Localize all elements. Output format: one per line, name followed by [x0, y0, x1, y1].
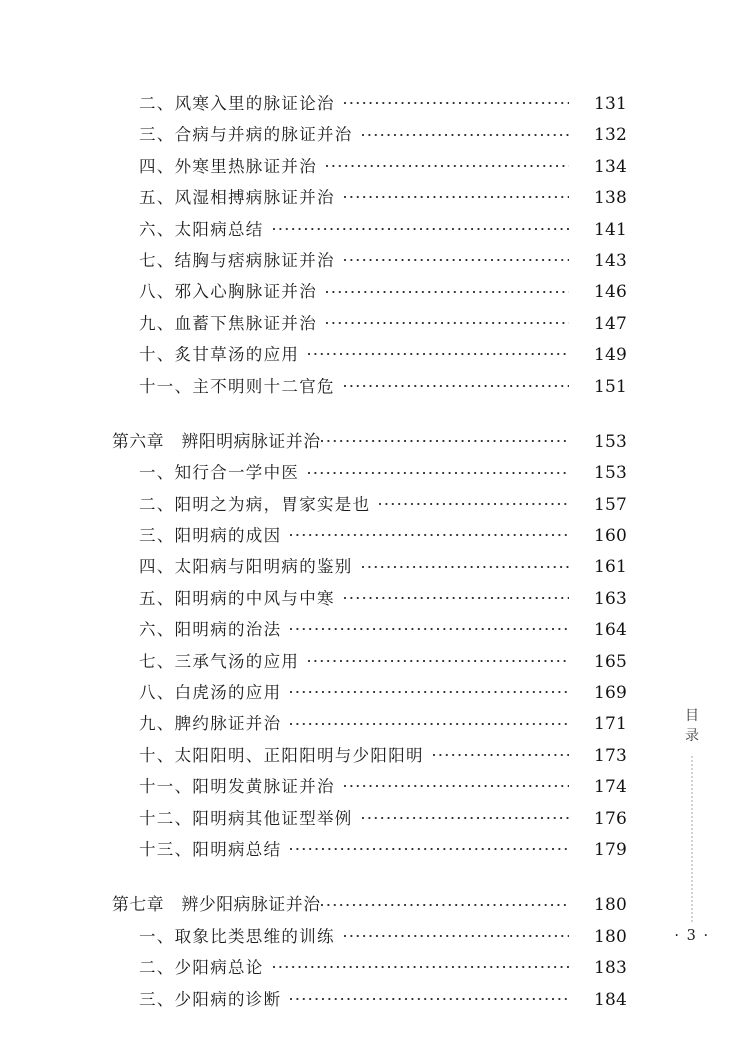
toc-page-number: 171	[593, 714, 627, 735]
toc-entry-row[interactable]	[112, 921, 627, 952]
toc-entry-title: 十三、阳明病总结	[139, 839, 282, 859]
toc-dot-leader	[321, 431, 569, 447]
toc-entry-title: 九、血蓄下焦脉证并治	[139, 313, 317, 333]
page-number-folio: · 3 ·	[674, 928, 710, 944]
toc-page-number: 141	[593, 219, 627, 240]
toc-chapter-row[interactable]	[112, 889, 627, 920]
toc-chapter-title: 第七章 辨少阳病脉证并治	[112, 894, 321, 915]
margin-label-char-1: 目	[685, 708, 699, 724]
toc-page-number: 180	[593, 895, 627, 916]
toc-dot-leader	[273, 957, 569, 973]
toc-entry-row[interactable]	[112, 245, 627, 276]
toc-page-number: 131	[593, 94, 627, 114]
margin-section-label	[662, 706, 722, 746]
toc-entry-title: 七、结胸与痞病脉证并治	[139, 250, 335, 270]
toc-entry-title: 五、阳明病的中风与中寒	[139, 588, 335, 608]
toc-entry-row[interactable]	[112, 339, 627, 370]
toc-page-number: 176	[593, 808, 627, 829]
toc-page-number: 161	[593, 557, 627, 578]
toc-page-number: 179	[593, 839, 627, 860]
toc-entry-title: 八、邪入心胸脉证并治	[139, 282, 317, 302]
toc-entry-row[interactable]	[112, 151, 627, 182]
toc-entry-row[interactable]	[112, 214, 627, 245]
toc-page-number: 183	[593, 958, 627, 979]
toc-dot-leader	[362, 556, 569, 572]
toc-group-separator	[112, 402, 627, 426]
toc-entry-title: 二、少阳病总论	[139, 958, 264, 978]
toc-entry-title: 三、阳明病的成因	[139, 526, 282, 546]
toc-entry-row[interactable]	[112, 308, 627, 339]
toc-page-number: 143	[593, 250, 627, 271]
toc-entry-title: 十一、主不明则十二官危	[139, 376, 335, 396]
toc-page-number: 180	[593, 926, 627, 947]
toc-dot-leader	[321, 894, 569, 910]
toc-page-number: 157	[593, 494, 627, 515]
toc-page-number: 174	[593, 777, 627, 798]
toc-dot-leader	[308, 651, 569, 667]
toc-entry-list	[112, 88, 627, 1015]
toc-entry-row[interactable]	[112, 457, 627, 488]
toc-dot-leader	[290, 839, 569, 855]
toc-entry-title: 一、知行合一学中医	[139, 463, 300, 483]
toc-dot-leader	[308, 462, 569, 478]
toc-page-number: 147	[593, 313, 627, 334]
toc-dot-leader	[344, 376, 569, 392]
toc-page-number: 134	[593, 156, 627, 177]
toc-entry-title: 三、少阳病的诊断	[139, 989, 282, 1009]
toc-page-number: 173	[593, 745, 627, 766]
toc-group-separator	[112, 865, 627, 889]
margin-label-char-2: 录	[685, 728, 699, 744]
toc-entry-row[interactable]	[112, 708, 627, 739]
toc-page-number: 163	[593, 588, 627, 609]
toc-dot-leader	[344, 776, 569, 792]
toc-entry-row[interactable]	[112, 551, 627, 582]
toc-entry-title: 六、太阳病总结	[139, 219, 264, 239]
toc-dot-leader	[290, 525, 569, 541]
toc-dot-leader	[290, 989, 569, 1005]
toc-entry-row[interactable]	[112, 276, 627, 307]
toc-page-number: 165	[593, 651, 627, 672]
toc-entry-row[interactable]	[112, 834, 627, 865]
toc-entry-title: 十、炙甘草汤的应用	[139, 345, 300, 365]
toc-dot-leader	[326, 281, 569, 297]
toc-dot-leader	[362, 124, 569, 140]
page-margin-tab	[662, 706, 722, 966]
toc-dot-leader	[433, 745, 569, 761]
toc-entry-row[interactable]	[112, 583, 627, 614]
toc-entry-title: 二、阳明之为病，胃家实是也	[139, 494, 371, 514]
toc-page-number: 164	[593, 620, 627, 641]
toc-dot-leader	[290, 713, 569, 729]
toc-entry-title: 一、取象比类思维的训练	[139, 926, 335, 946]
toc-page-number: 151	[593, 376, 627, 397]
toc-page-number: 169	[593, 683, 627, 704]
toc-dot-leader	[290, 682, 569, 698]
toc-entry-title: 三、合病与并病的脉证并治	[139, 125, 353, 145]
toc-page-number: 184	[593, 989, 627, 1010]
toc-dot-leader	[362, 808, 569, 824]
toc-chapter-title: 第六章 辨阳明病脉证并治	[112, 430, 321, 451]
toc-page-number: 149	[593, 345, 627, 366]
margin-vertical-dotted-rule	[691, 756, 693, 924]
toc-page-number: 153	[593, 463, 627, 484]
toc-entry-row[interactable]	[112, 182, 627, 213]
toc-entry-row[interactable]	[112, 984, 627, 1015]
toc-entry-title: 六、阳明病的治法	[139, 620, 282, 640]
toc-entry-title: 九、脾约脉证并治	[139, 714, 282, 734]
toc-entry-row[interactable]	[112, 88, 627, 119]
toc-page-number: 153	[593, 431, 627, 452]
toc-entry-row[interactable]	[112, 646, 627, 677]
toc-dot-leader	[344, 93, 569, 109]
toc-entry-title: 十一、阳明发黄脉证并治	[139, 777, 335, 797]
toc-dot-leader	[308, 344, 569, 360]
toc-dot-leader	[344, 926, 569, 942]
toc-entry-row[interactable]	[112, 119, 627, 150]
toc-entry-row[interactable]	[112, 803, 627, 834]
toc-entry-title: 四、太阳病与阳明病的鉴别	[139, 557, 353, 577]
toc-entry-row[interactable]	[112, 677, 627, 708]
toc-dot-leader	[290, 619, 569, 635]
toc-dot-leader	[344, 187, 569, 203]
toc-entry-row[interactable]	[112, 740, 627, 771]
toc-entry-title: 十、太阳阳明、正阳阳明与少阳阳明	[139, 745, 424, 765]
toc-entry-title: 二、风寒入里的脉证论治	[139, 94, 335, 113]
toc-entry-row[interactable]	[112, 952, 627, 983]
toc-entry-row[interactable]	[112, 489, 627, 520]
toc-dot-leader	[326, 156, 569, 172]
toc-entry-row[interactable]	[112, 614, 627, 645]
toc-entry-title: 八、白虎汤的应用	[139, 683, 282, 703]
toc-entry-row[interactable]	[112, 371, 627, 402]
toc-entry-row[interactable]	[112, 771, 627, 802]
toc-dot-leader	[344, 250, 569, 266]
toc-page-number: 138	[593, 188, 627, 209]
toc-page-number: 160	[593, 526, 627, 547]
toc-entry-title: 四、外寒里热脉证并治	[139, 156, 317, 176]
toc-entry-title: 五、风湿相搏病脉证并治	[139, 188, 335, 208]
toc-page-number: 132	[593, 125, 627, 146]
toc-dot-leader	[273, 219, 569, 235]
toc-dot-leader	[379, 494, 569, 510]
toc-entry-title: 十二、阳明病其他证型举例	[139, 808, 353, 828]
toc-dot-leader	[326, 313, 569, 329]
toc-entry-title: 七、三承气汤的应用	[139, 651, 300, 671]
toc-chapter-row[interactable]	[112, 426, 627, 457]
toc-page-number: 146	[593, 282, 627, 303]
toc-dot-leader	[344, 588, 569, 604]
toc-entry-row[interactable]	[112, 520, 627, 551]
